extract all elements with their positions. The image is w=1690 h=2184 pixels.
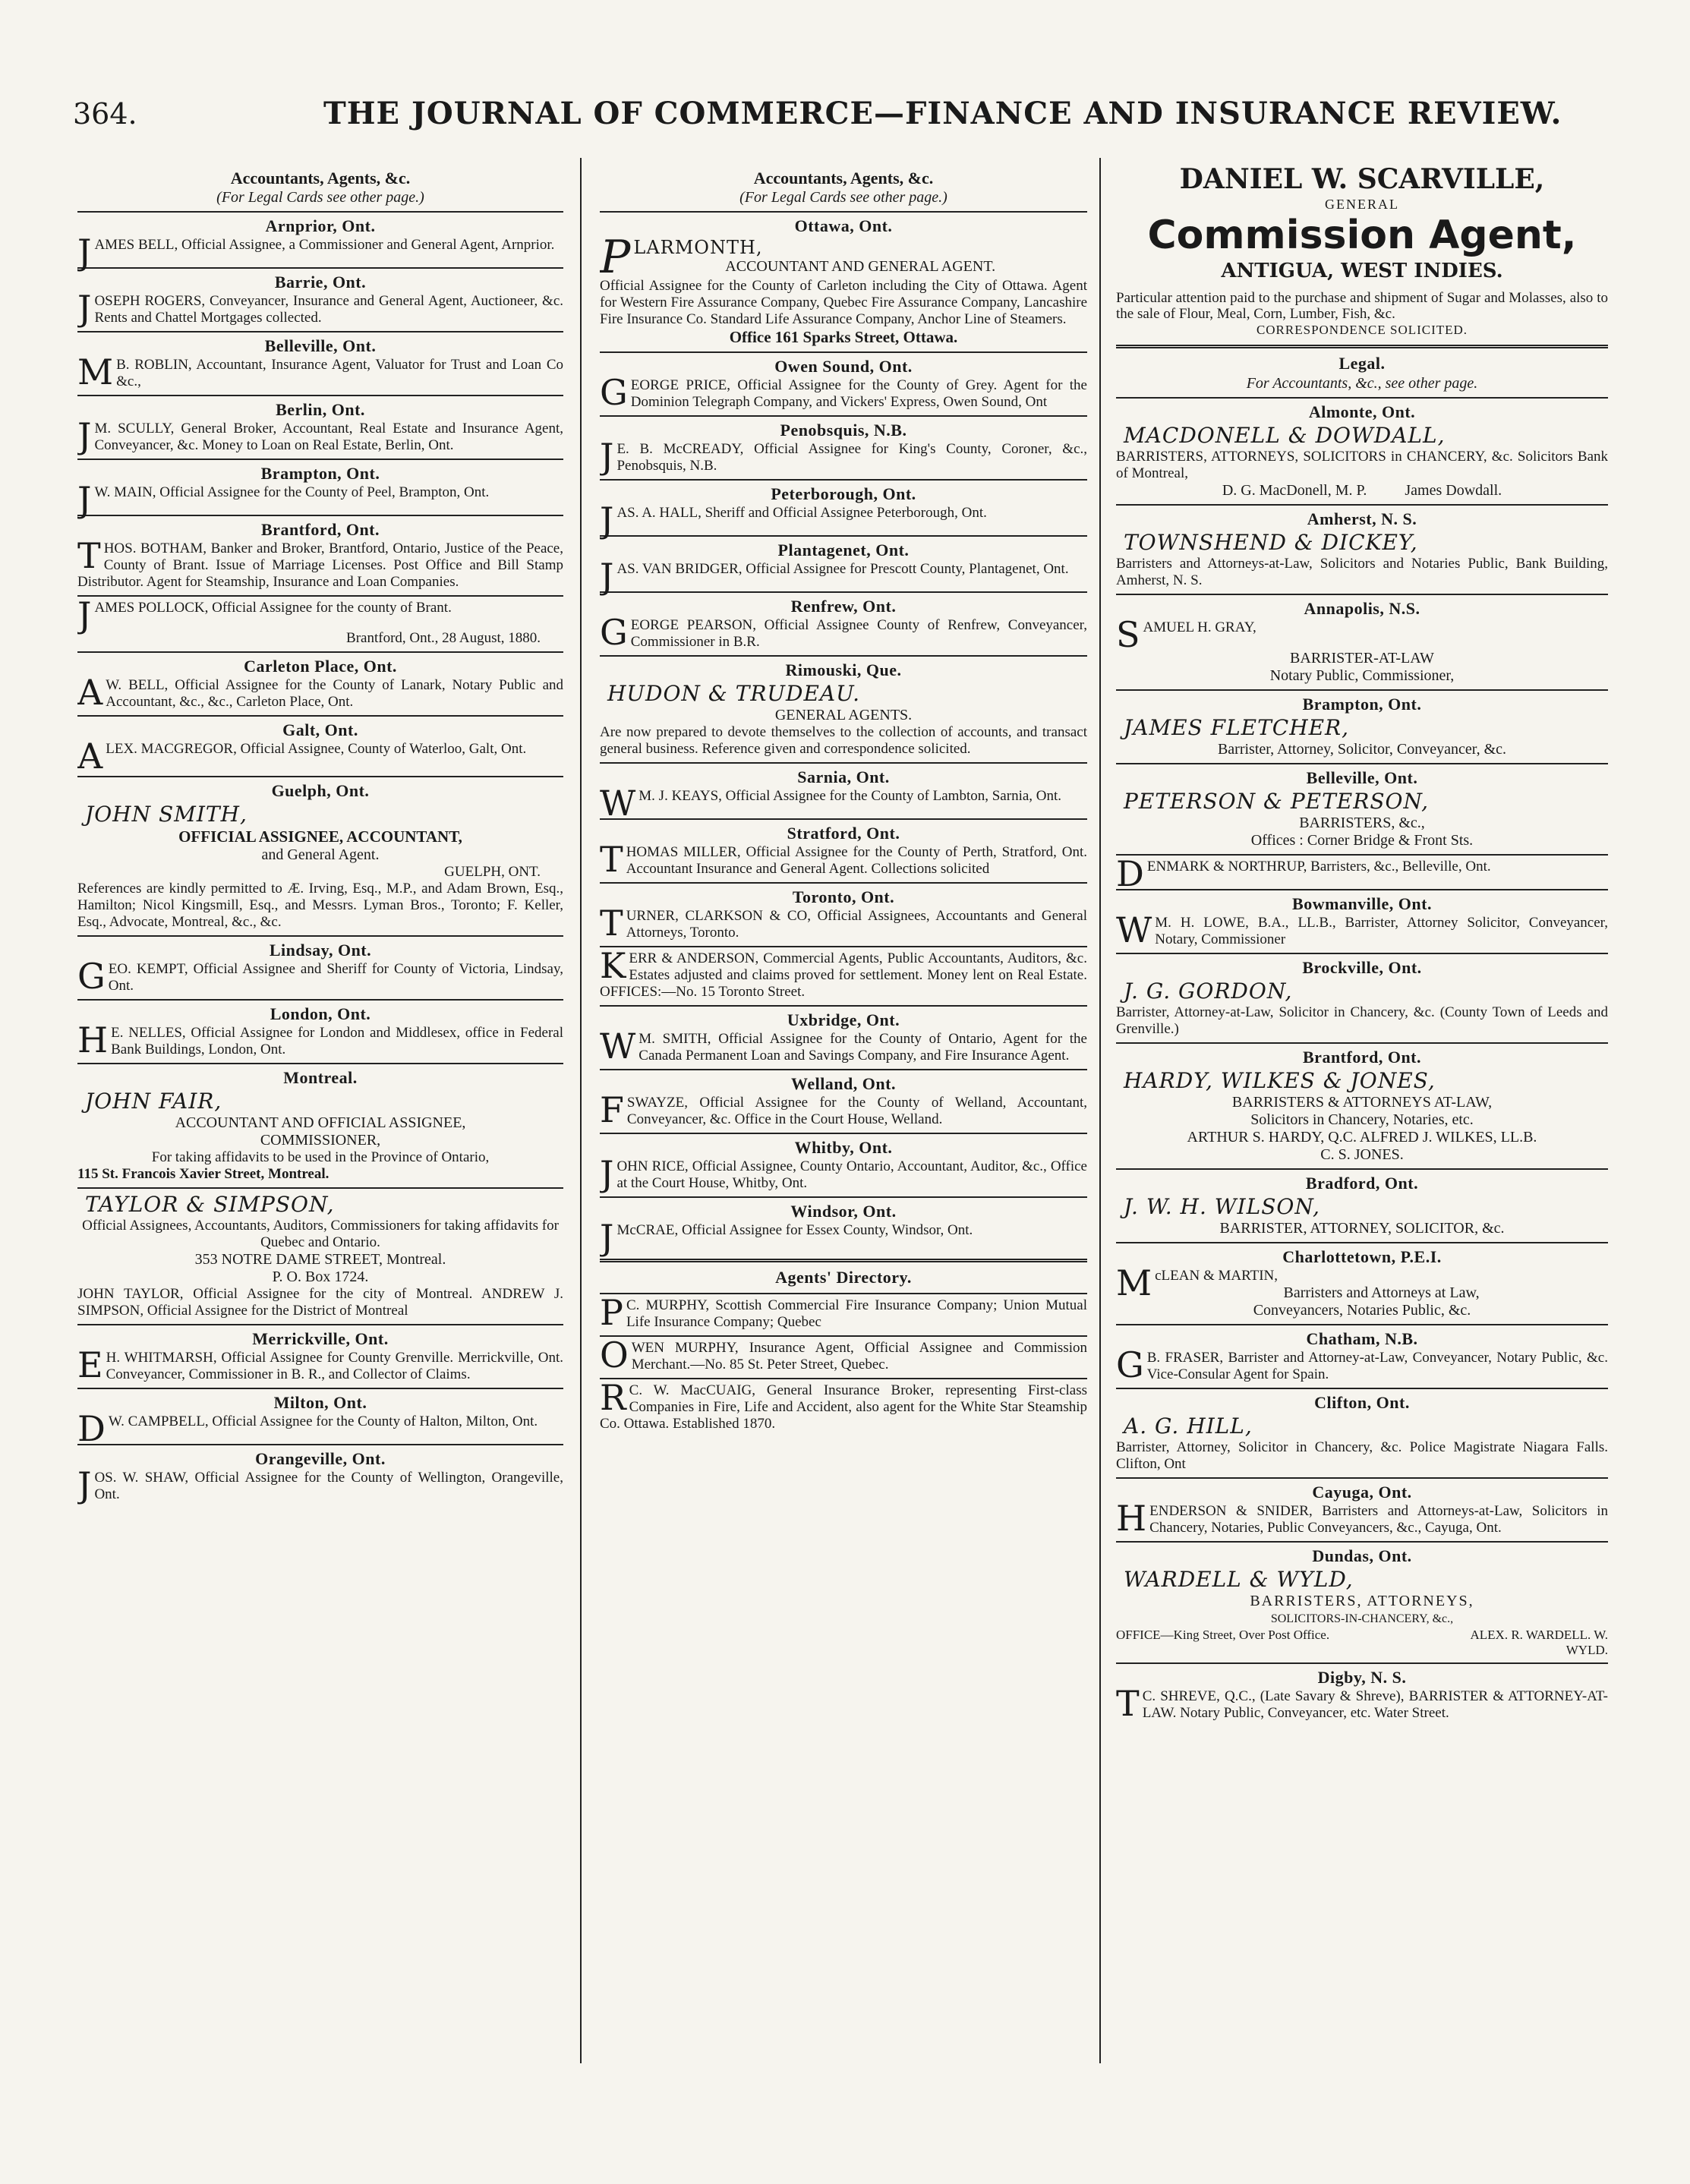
- column-heading: Accountants, Agents, &c.: [753, 169, 934, 188]
- drop-cap: M: [77, 351, 114, 392]
- advert-name: DANIEL W. SCARVILLE,: [1179, 163, 1545, 195]
- drop-cap: W: [1116, 909, 1152, 950]
- place-heading: Renfrew, Ont.: [790, 597, 897, 616]
- listing: [1116, 1498, 1608, 1539]
- divider: [1116, 1388, 1608, 1389]
- listing-text: W. BELL, Official Assignee for the County of Lanark, Notary Public and Accountant, &c., &c., Carleton Place, Ont.: [106, 677, 563, 710]
- drop-cap: T: [1116, 1683, 1140, 1724]
- listing-text: JOHN TAYLOR, Official Assignee for the city of Montreal. ANDREW J. SIMPSON, Official Assignee for the District of Montreal: [77, 1286, 563, 1319]
- column-1: [77, 158, 563, 2147]
- drop-cap: J: [77, 288, 92, 329]
- place-heading: Welland, Ont.: [791, 1074, 896, 1093]
- journal-title: THE JOURNAL OF COMMERCE—FINANCE AND INSURANCE REVIEW.: [323, 96, 1562, 131]
- place-heading: Digby, N. S.: [1317, 1668, 1407, 1687]
- listing-text: LEX. MACGREGOR, Official Assignee, County of Waterloo, Galt, Ont.: [106, 741, 527, 757]
- listing-text: C. MURPHY, Scottish Commercial Fire Insurance Company; Union Mutual Life Insurance Company; Quebec: [626, 1297, 1087, 1330]
- advert-text: Particular attention paid to the purchase and shipment of Sugar and Molasses, also to the sale of Flour, Meal, Corn, Lumber, Fish, &c.: [1116, 290, 1608, 322]
- place-heading: Arnprior, Ont.: [265, 216, 376, 235]
- drop-cap: J: [600, 556, 614, 597]
- listing: [1116, 853, 1608, 894]
- listing-name: J. W. H. WILSON,: [1124, 1194, 1320, 1219]
- listing-text: McCRAE, Official Assignee for Essex County, Windsor, Ont.: [616, 1222, 973, 1238]
- listing-role: Notary Public, Commissioner,: [1269, 667, 1455, 684]
- listing-role: BARRISTERS, &c.,: [1299, 815, 1425, 831]
- divider: [600, 479, 1087, 481]
- drop-cap: D: [77, 1408, 106, 1449]
- listing: [77, 232, 563, 273]
- listing-role: BARRISTERS & ATTORNEYS AT-LAW,: [1231, 1094, 1493, 1111]
- listing-name: A. G. HILL,: [1124, 1413, 1253, 1439]
- place-heading: Berlin, Ont.: [276, 400, 365, 419]
- listing-role: BARRISTER-AT-LAW: [1290, 650, 1434, 667]
- listing: [600, 556, 1087, 597]
- place-heading: Lindsay, Ont.: [269, 941, 372, 960]
- listing-text: cLEAN & MARTIN,: [1155, 1268, 1279, 1284]
- place-heading: Brockville, Ont.: [1302, 958, 1422, 977]
- listing-name: JOHN FAIR,: [85, 1089, 222, 1114]
- column-subheading: (For Legal Cards see other page.): [216, 189, 424, 206]
- listing: [77, 1408, 563, 1449]
- divider: [77, 1187, 563, 1189]
- drop-cap: R: [600, 1377, 626, 1418]
- listing-partners: ARTHUR S. HARDY, Q.C. ALFRED J. WILKES, LL.B.: [1187, 1129, 1537, 1146]
- listing-text: SWAYZE, Official Assignee for the County of Welland, Accountant, Conveyancer, &c. Office in the Court House, Welland.: [626, 1095, 1087, 1127]
- drop-cap: A: [77, 672, 103, 713]
- drop-cap: T: [77, 535, 101, 576]
- divider: [1116, 1242, 1608, 1243]
- listing-text: BARRISTER, ATTORNEY, SOLICITOR, &c.: [1219, 1220, 1505, 1237]
- listing: [600, 1089, 1087, 1130]
- divider: [77, 1444, 563, 1445]
- listing: [77, 1020, 563, 1060]
- listing-text: C. W. MacCUAIG, General Insurance Broker, representing First-class Companies in Fire, Life and Accident, also agent for the White Star Steamship Co. Ottawa. Established 1870.: [600, 1382, 1087, 1432]
- drop-cap: M: [1116, 1262, 1152, 1303]
- listing-text: AMES POLLOCK, Official Assignee for the county of Brant.: [94, 600, 452, 616]
- listing: [1116, 909, 1608, 950]
- listing: [600, 1335, 1087, 1376]
- place-heading: Almonte, Ont.: [1308, 402, 1416, 421]
- listing-name: JAMES FLETCHER,: [1124, 715, 1350, 740]
- divider: [600, 1196, 1087, 1198]
- place-heading: Carleton Place, Ont.: [244, 657, 397, 676]
- listing-name: LARMONTH,: [633, 237, 763, 258]
- listing-office: Office 161 Sparks Street, Ottawa.: [729, 328, 958, 346]
- place-heading: Merrickville, Ont.: [252, 1329, 389, 1348]
- listing-text: URNER, CLARKSON & CO, Official Assignees, Accountants and General Attorneys, Toronto.: [626, 908, 1087, 941]
- listing-box: P. O. Box 1724.: [272, 1268, 369, 1285]
- column-divider: [1099, 158, 1101, 2063]
- listing-text: W. CAMPBELL, Official Assignee for the County of Halton, Milton, Ont.: [108, 1413, 538, 1429]
- divider: [1116, 1662, 1608, 1664]
- drop-cap: T: [600, 903, 623, 944]
- drop-cap: H: [77, 1020, 109, 1060]
- place-heading: Brampton, Ont.: [260, 464, 380, 483]
- place-heading: Amherst, N. S.: [1307, 509, 1417, 528]
- listing-text: EORGE PRICE, Official Assignee for the County of Grey. Agent for the Dominion Telegraph Company, and Vickers' Express, Owen Sound, Ont: [630, 377, 1087, 410]
- advert-subtitle: GENERAL: [1325, 197, 1399, 212]
- listing-date: Brantford, Ont., 28 August, 1880.: [346, 630, 541, 646]
- divider: [600, 351, 1087, 353]
- listing-role: Conveyancers, Notaries Public, &c.: [1253, 1302, 1471, 1319]
- divider: [1116, 953, 1608, 954]
- place-heading: Owen Sound, Ont.: [774, 357, 913, 376]
- column-3: [1116, 158, 1608, 2147]
- place-heading: Clifton, Ont.: [1314, 1393, 1410, 1412]
- listing-text: AS. VAN BRIDGER, Official Assignee for Prescott County, Plantagenet, Ont.: [616, 561, 1069, 577]
- listing-text: E. B. McCREADY, Official Assignee for King's County, Coroner, &c., Penobsquis, N.B.: [616, 441, 1087, 474]
- divider: [1116, 889, 1608, 890]
- divider: [600, 211, 1087, 213]
- divider: [77, 935, 563, 937]
- drop-cap: J: [600, 1153, 614, 1194]
- divider: [600, 1378, 1087, 1379]
- listing-role: GENERAL AGENTS.: [774, 707, 913, 723]
- listing-text: AMUEL H. GRAY,: [1143, 619, 1256, 635]
- place-heading: Guelph, Ont.: [271, 781, 370, 800]
- listing: [77, 956, 563, 997]
- advert-headline: Commission Agent,: [1147, 213, 1577, 258]
- divider: [600, 762, 1087, 764]
- advert-place: ANTIGUA, WEST INDIES.: [1221, 260, 1503, 282]
- listing-text: WEN MURPHY, Insurance Agent, Official Assignee and Commission Merchant.—No. 85 St. Peter Street, Quebec.: [631, 1340, 1087, 1372]
- divider: [77, 651, 563, 653]
- listing-name: HUDON & TRUDEAU.: [607, 681, 861, 706]
- drop-cap: P: [600, 231, 631, 284]
- place-heading: London, Ont.: [270, 1004, 371, 1023]
- listing-role: and General Agent.: [261, 846, 380, 863]
- listing: [77, 594, 563, 635]
- divider: [77, 1324, 563, 1325]
- listing-partners: D. G. MacDonell, M. P. James Dowdall.: [1222, 482, 1502, 499]
- place-heading: Brampton, Ont.: [1302, 695, 1422, 714]
- listing: [600, 1153, 1087, 1194]
- listing-text: Barristers and Attorneys-at-Law, Solicitors and Notaries Public, Bank Building, Amherst, N. S.: [1116, 556, 1608, 588]
- drop-cap: S: [1116, 614, 1140, 655]
- drop-cap: J: [77, 232, 92, 273]
- listing-text: References are kindly permitted to Æ. Irving, Esq., M.P., and Adam Brown, Esq., Hamilton; Nicol Kingsmill, Esq., and Messrs. Lyman Bros., Toronto; F. Keller, Esq., Advocate, Montreal, &c., &c.: [77, 881, 563, 930]
- section-heading: Legal.: [1338, 354, 1386, 373]
- place-heading: Galt, Ont.: [282, 720, 358, 739]
- listing-text: H. WHITMARSH, Official Assignee for County Grenville. Merrickville, Ont. Conveyancer, Commissioner in B. R., and Collector of Claims.: [106, 1350, 563, 1382]
- divider: [1116, 1477, 1608, 1479]
- listing: [600, 903, 1087, 944]
- listing: [600, 372, 1087, 413]
- listing: [600, 1292, 1087, 1333]
- divider: [77, 267, 563, 269]
- listing-role: COMMISSIONER,: [260, 1132, 381, 1149]
- place-heading: Dundas, Ont.: [1312, 1546, 1412, 1565]
- divider: [1116, 1324, 1608, 1325]
- listing-text: Barrister, Attorney-at-Law, Solicitor in Chancery, &c. (County Town of Leeds and Grenville.): [1116, 1004, 1608, 1037]
- divider: [600, 946, 1087, 947]
- listing-text: B. FRASER, Barrister and Attorney-at-Law, Conveyancer, Notary Public, &c. Vice-Consular Agent for Spain.: [1146, 1350, 1608, 1382]
- listing-text: OS. W. SHAW, Official Assignee for the County of Wellington, Orangeville, Ont.: [94, 1470, 563, 1502]
- listing: [600, 783, 1087, 824]
- listing-role: Solicitors in Chancery, Notaries, etc.: [1250, 1111, 1474, 1128]
- listing: [1116, 1683, 1608, 1724]
- drop-cap: G: [600, 612, 628, 653]
- drop-cap: J: [77, 415, 92, 456]
- listing-text: EORGE PEARSON, Official Assignee County of Renfrew, Conveyancer, Commissioner in B.R.: [630, 617, 1087, 650]
- divider: [1116, 397, 1608, 399]
- place-heading: Brantford, Ont.: [261, 520, 380, 539]
- column-heading: Accountants, Agents, &c.: [230, 169, 411, 188]
- entry-list: [600, 762, 1087, 1258]
- entry-list: [77, 211, 563, 777]
- listing: [600, 436, 1087, 477]
- listing-name: WARDELL & WYLD,: [1124, 1567, 1354, 1592]
- divider: [77, 395, 563, 396]
- place-heading: Montreal.: [283, 1068, 358, 1087]
- listing-text: OHN RICE, Official Assignee, County Ontario, Accountant, Auditor, &c., Office at the Court House, Whitby, Ont.: [616, 1158, 1087, 1191]
- entry-list: [77, 935, 563, 1058]
- listing: [600, 839, 1087, 880]
- drop-cap: K: [600, 945, 626, 986]
- listing: [77, 415, 563, 456]
- place-heading: Barrie, Ont.: [274, 273, 367, 292]
- listing-text: M. J. KEAYS, Official Assignee for the County of Lambton, Sarnia, Ont.: [638, 788, 1062, 804]
- drop-cap: J: [77, 479, 92, 520]
- listing-text: M. H. LOWE, B.A., LL.B., Barrister, Attorney Solicitor, Conveyancer, Notary, Commissioner: [1155, 915, 1608, 947]
- listing-role: ACCOUNTANT AND OFFICIAL ASSIGNEE,: [175, 1114, 466, 1131]
- place-heading: Plantagenet, Ont.: [777, 540, 910, 559]
- listing-text: M. SMITH, Official Assignee for the County of Ontario, Agent for the Canada Permanent Loan and Savings Company, and Fire Insurance Agent.: [638, 1031, 1087, 1064]
- divider: [600, 591, 1087, 593]
- place-heading: Stratford, Ont.: [787, 824, 900, 843]
- listing: [77, 1344, 563, 1385]
- listing-text: AMES BELL, Official Assignee, a Commissioner and General Agent, Arnprior.: [94, 237, 555, 253]
- drop-cap: T: [600, 839, 623, 880]
- listing-text: ERR & ANDERSON, Commercial Agents, Public Accountants, Auditors, &c. Estates adjusted and claims proved for settlement. Money lent on Real Estate. OFFICES:—No. 15 Toronto Street.: [600, 950, 1087, 1000]
- place-heading: Bowmanville, Ont.: [1292, 894, 1432, 913]
- listing-role: OFFICIAL ASSIGNEE, ACCOUNTANT,: [178, 827, 462, 846]
- place-heading: Ottawa, Ont.: [794, 216, 893, 235]
- column-2: [600, 158, 1087, 2147]
- listing: [1116, 614, 1608, 655]
- listing-text: Barrister, Attorney, Solicitor, Conveyancer, &c.: [1217, 741, 1507, 758]
- divider: [600, 1005, 1087, 1007]
- divider: [600, 882, 1087, 884]
- place-heading: Orangeville, Ont.: [255, 1449, 386, 1468]
- listing-text: For taking affidavits to be used in the Province of Ontario,: [151, 1149, 490, 1165]
- page-number: 364.: [73, 97, 137, 131]
- drop-cap: W: [600, 1026, 636, 1067]
- listing-role: ACCOUNTANT AND GENERAL AGENT.: [725, 258, 996, 275]
- divider: [600, 1133, 1087, 1134]
- listing-text: OSEPH ROGERS, Conveyancer, Insurance and General Agent, Auctioneer, &c. Rents and Chattel Mortgages collected.: [94, 293, 563, 326]
- listing-text: E. NELLES, Official Assignee for London and Middlesex, office in Federal Bank Buildings, London, Ont.: [111, 1025, 563, 1057]
- place-heading: Windsor, Ont.: [790, 1202, 897, 1221]
- divider: [1116, 1541, 1608, 1543]
- divider: [77, 595, 563, 597]
- divider: [1116, 594, 1608, 595]
- listing-name: PETERSON & PETERSON,: [1124, 789, 1430, 814]
- divider: [600, 1069, 1087, 1070]
- drop-cap: J: [77, 594, 92, 635]
- divider: [600, 535, 1087, 537]
- listing-text: HOMAS MILLER, Official Assignee for the County of Perth, Stratford, Ont. Accountant Insurance and General Agent. Collections solicited: [626, 844, 1087, 877]
- drop-cap: G: [1116, 1344, 1144, 1385]
- drop-cap: W: [600, 783, 636, 824]
- listing-name: HARDY, WILKES & JONES,: [1124, 1068, 1436, 1093]
- listing: [77, 535, 563, 591]
- drop-cap: E: [77, 1344, 103, 1385]
- listing-role: BARRISTERS, ATTORNEYS,: [1250, 1593, 1474, 1609]
- place-heading: Chatham, N.B.: [1306, 1329, 1418, 1348]
- listing-name: JOHN SMITH,: [85, 802, 248, 827]
- place-heading: Uxbridge, Ont.: [787, 1010, 900, 1029]
- listing: [77, 351, 563, 392]
- listing-name: J. G. GORDON,: [1124, 979, 1293, 1004]
- divider: [600, 1259, 1087, 1262]
- listing-text: EO. KEMPT, Official Assignee and Sheriff for County of Victoria, Lindsay, Ont.: [108, 961, 563, 994]
- divider: [77, 459, 563, 460]
- listing: [600, 500, 1087, 540]
- listing: [600, 945, 1087, 1001]
- divider: [600, 655, 1087, 657]
- listing: [77, 288, 563, 329]
- place-heading: Bradford, Ont.: [1305, 1174, 1419, 1193]
- listing-role: Barristers and Attorneys at Law,: [1283, 1284, 1480, 1301]
- listing-text: B. ROBLIN, Accountant, Insurance Agent, Valuator for Trust and Loan Co &c.,: [116, 357, 563, 389]
- listing: [600, 1217, 1087, 1258]
- listing-text: Barrister, Attorney, Solicitor in Chancery, &c. Police Magistrate Niagara Falls. Clifton, Ont: [1116, 1439, 1608, 1472]
- divider: [1116, 854, 1608, 856]
- divider: [1116, 1042, 1608, 1044]
- drop-cap: D: [1116, 853, 1144, 894]
- listing-address: 115 St. Francois Xavier Street, Montreal.: [77, 1166, 329, 1182]
- listing-text: M. SCULLY, General Broker, Accountant, Real Estate and Insurance Agent, Conveyancer, &c. Money to Loan on Real Estate, Berlin, Ont.: [94, 421, 563, 453]
- listing-text: ENDERSON & SNIDER, Barristers and Attorneys-at-Law, Solicitors in Chancery, Notaries, Public Conveyancers, &c., Cayuga, Ont.: [1149, 1503, 1608, 1536]
- listing-office: OFFICE—King Street, Over Post Office.: [1116, 1628, 1330, 1642]
- drop-cap: P: [600, 1292, 623, 1333]
- drop-cap: H: [1116, 1498, 1147, 1539]
- drop-cap: J: [600, 500, 614, 540]
- listing-text: Official Assignees, Accountants, Auditors, Commissioners for taking affidavits for Quebec and Ontario.: [82, 1218, 559, 1250]
- listing: [1116, 1344, 1608, 1385]
- listing: [77, 1464, 563, 1505]
- place-heading: Belleville, Ont.: [1306, 768, 1418, 787]
- divider: [77, 999, 563, 1001]
- advert-footer: CORRESPONDENCE SOLICITED.: [1256, 323, 1468, 337]
- listing-text: W. MAIN, Official Assignee for the County of Peel, Brampton, Ont.: [94, 484, 490, 500]
- divider: [1116, 1168, 1608, 1170]
- listing-name: TAYLOR & SIMPSON,: [85, 1192, 335, 1217]
- column-divider: [580, 158, 582, 2063]
- divider: [600, 415, 1087, 417]
- listing: [77, 672, 563, 713]
- divider: [1116, 763, 1608, 764]
- entry-list: [600, 351, 1087, 651]
- divider: [600, 1293, 1087, 1294]
- divider: [600, 818, 1087, 820]
- listing-role: SOLICITORS-IN-CHANCERY, &c.,: [1270, 1612, 1454, 1625]
- place-heading: Milton, Ont.: [273, 1393, 367, 1412]
- listing-name: MACDONELL & DOWDALL,: [1124, 423, 1446, 448]
- entry-list: [77, 1324, 563, 1503]
- column-subheading: (For Legal Cards see other page.): [739, 189, 947, 206]
- drop-cap: J: [77, 1464, 92, 1505]
- divider: [77, 715, 563, 717]
- drop-cap: O: [600, 1335, 629, 1376]
- place-heading: Rimouski, Que.: [785, 660, 902, 679]
- listing: [600, 1026, 1087, 1067]
- drop-cap: F: [600, 1089, 624, 1130]
- divider: [77, 515, 563, 516]
- place-heading: Brantford, Ont.: [1303, 1048, 1421, 1067]
- place-heading: Cayuga, Ont.: [1312, 1483, 1412, 1502]
- divider: [1116, 504, 1608, 506]
- listing-text: AS. A. HALL, Sheriff and Official Assignee Peterborough, Ont.: [616, 505, 987, 521]
- place-heading: Toronto, Ont.: [792, 887, 895, 906]
- listing-text: Offices : Corner Bridge & Front Sts.: [1250, 832, 1474, 849]
- divider: [77, 211, 563, 213]
- listing-name: TOWNSHEND & DICKEY,: [1124, 530, 1418, 555]
- listing: [600, 1377, 1087, 1432]
- divider: [77, 331, 563, 332]
- listing-address: 353 NOTRE DAME STREET, Montreal.: [194, 1251, 446, 1268]
- place-heading: Charlottetown, P.E.I.: [1282, 1247, 1442, 1266]
- page-header: [73, 93, 1622, 140]
- listing-partners: C. S. JONES.: [1320, 1146, 1404, 1163]
- drop-cap: A: [77, 736, 103, 777]
- divider: [77, 1063, 563, 1064]
- place-heading: Whitby, Ont.: [794, 1138, 893, 1157]
- listing: [77, 479, 563, 520]
- listing-office-row: [1116, 1628, 1608, 1658]
- divider: [77, 1388, 563, 1389]
- divider: [1116, 689, 1608, 691]
- listing-text: Are now prepared to devote themselves to the collection of accounts, and transact general business. Reference given and correspondence solicited.: [600, 724, 1087, 757]
- listing: [77, 736, 563, 777]
- place-heading: Sarnia, Ont.: [797, 767, 890, 786]
- listing-text: ENMARK & NORTHRUP, Barristers, &c., Belleville, Ont.: [1146, 859, 1491, 875]
- place-heading: Peterborough, Ont.: [771, 484, 916, 503]
- divider: [1116, 345, 1608, 348]
- listing: [600, 612, 1087, 653]
- listing-text: C. SHREVE, Q.C., (Late Savary & Shreve), BARRISTER & ATTORNEY-AT-LAW. Notary Public, Conveyancer, etc. Water Street.: [1142, 1688, 1608, 1721]
- drop-cap: G: [77, 956, 106, 997]
- listing-location: GUELPH, ONT.: [444, 864, 541, 880]
- drop-cap: J: [600, 1217, 614, 1258]
- listing-text: BARRISTERS, ATTORNEYS, SOLICITORS in CHANCERY, &c. Solicitors Bank of Montreal,: [1116, 449, 1608, 481]
- place-heading: Belleville, Ont.: [264, 336, 377, 355]
- entry-list: [600, 1293, 1087, 1432]
- place-heading: Annapolis, N.S.: [1304, 599, 1420, 618]
- listing: [600, 231, 1087, 284]
- section-subheading: For Accountants, &c., see other page.: [1246, 375, 1478, 392]
- divider: [600, 1335, 1087, 1337]
- drop-cap: J: [600, 436, 614, 477]
- listing-partners: ALEX. R. WARDELL. W. WYLD.: [1470, 1628, 1608, 1657]
- divider: [77, 776, 563, 777]
- place-heading: Penobsquis, N.B.: [780, 421, 907, 440]
- section-heading: Agents' Directory.: [775, 1268, 912, 1287]
- listing-text: Official Assignee for the County of Carleton including the City of Ottawa. Agent for Western Fire Assurance Company, Quebec Fire Assurance Company, Lancashire Fire Insurance Co. Standard Life Assurance Company, Anchor Line of Steamers.: [600, 278, 1087, 327]
- drop-cap: G: [600, 372, 628, 413]
- listing-text: HOS. BOTHAM, Banker and Broker, Brantford, Ontario, Justice of the Peace, County of Brant. Issue of Marriage Licenses. Post Office and Bill Stamp Distributor. Agent for Steamship, Insurance and Loan Companies.: [77, 540, 563, 590]
